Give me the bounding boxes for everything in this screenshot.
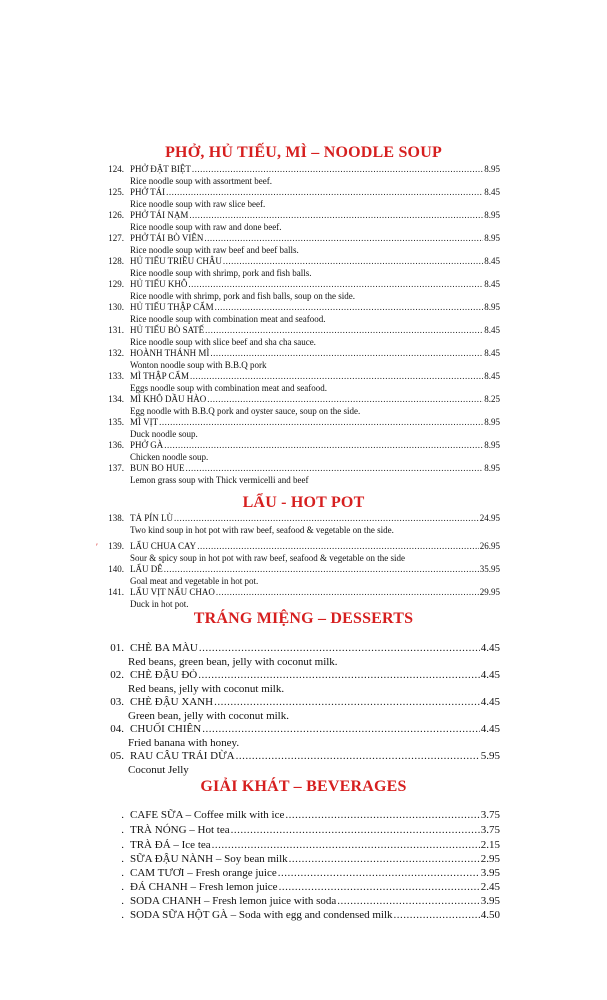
menu-item — [104, 279, 500, 289]
dot-leader — [204, 233, 483, 243]
item-name: SỮA ĐẬU NÀNH – Soy bean milk — [130, 853, 288, 865]
dot-leader — [199, 642, 480, 654]
item-name: TRÀ NÓNG – Hot tea — [130, 824, 230, 836]
item-description: Eggs noodle soup with combination meat and seafood. — [130, 383, 327, 393]
dot-leader — [189, 210, 483, 220]
item-bullet: . — [121, 895, 124, 907]
item-name: SODA SỮA HỘT GÀ – Soda with egg and condensed milk — [130, 909, 393, 921]
item-price: 4.45 — [480, 642, 500, 654]
item-price: 3.75 — [480, 809, 500, 821]
item-bullet: . — [121, 853, 124, 865]
item-name: MÌ VỊT — [130, 417, 159, 427]
menu-item — [104, 394, 500, 404]
dot-leader — [285, 809, 479, 821]
item-price: 8.45 — [484, 187, 500, 197]
dot-leader — [190, 371, 483, 381]
dot-leader — [279, 881, 480, 893]
menu-item — [104, 839, 500, 851]
menu-item — [104, 463, 500, 473]
item-price: 8.95 — [484, 463, 500, 473]
dot-leader — [188, 279, 483, 289]
menu-item — [104, 881, 500, 893]
menu-item — [104, 824, 500, 836]
menu-item — [104, 440, 500, 450]
item-description: Rice noodle soup with raw and done beef. — [130, 222, 282, 232]
menu-item — [104, 587, 500, 597]
section-title-beverages: GIẢI KHÁT – BEVERAGES — [200, 778, 407, 795]
item-name: SODA CHANH – Fresh lemon juice with soda — [130, 895, 337, 907]
menu-item — [104, 809, 500, 821]
item-price: 2.45 — [480, 881, 500, 893]
item-number: 133. — [108, 371, 124, 381]
item-description: Rice noodle soup with raw beef and beef balls. — [130, 245, 299, 255]
item-description: Duck in hot pot. — [130, 599, 189, 609]
item-name: CHÈ ĐẬU XANH — [130, 696, 214, 708]
menu-item — [104, 642, 500, 654]
item-description: Duck noodle soup. — [130, 429, 198, 439]
dot-leader — [202, 723, 480, 735]
item-price: 8.95 — [484, 210, 500, 220]
menu-item — [104, 696, 500, 708]
dot-leader — [289, 853, 480, 865]
item-number: 140. — [108, 564, 124, 574]
dot-leader — [186, 463, 484, 473]
item-name: LẨU VỊT NẤU CHAO — [130, 587, 215, 597]
item-description: Rice noodle soup with slice beef and sha cha sauce. — [130, 337, 316, 347]
item-number: 141. — [108, 587, 124, 597]
item-price: 4.45 — [480, 696, 500, 708]
item-price: 3.75 — [480, 824, 500, 836]
menu-item — [104, 325, 500, 335]
dot-leader — [197, 541, 479, 551]
item-description: Lemon grass soup with Thick vermicelli and beef — [130, 475, 309, 485]
menu-item — [104, 233, 500, 243]
item-price: 2.15 — [480, 839, 500, 851]
item-price: 8.45 — [484, 325, 500, 335]
item-name: CHUỐI CHIÊN — [130, 723, 202, 735]
item-price: 26.95 — [479, 541, 500, 551]
dot-leader — [207, 394, 483, 404]
dot-leader — [337, 895, 480, 907]
dot-leader — [205, 325, 483, 335]
dot-leader — [394, 909, 480, 921]
item-number: 134. — [108, 394, 124, 404]
item-description: Red beans, green bean, jelly with coconut milk. — [128, 656, 338, 668]
dot-leader — [223, 256, 483, 266]
item-name: CHÈ ĐẬU ĐỎ — [130, 669, 198, 681]
menu-item — [104, 256, 500, 266]
item-price: 4.45 — [480, 669, 500, 681]
menu-item — [104, 669, 500, 681]
item-description: Rice noodle soup with shrimp, pork and fish balls. — [130, 268, 312, 278]
dot-leader — [174, 513, 479, 523]
item-name: MÌ KHÔ DẦU HÀO — [130, 394, 207, 404]
dot-leader — [214, 696, 480, 708]
item-description: Goal meat and vegetable in hot pot. — [130, 576, 259, 586]
item-description: Sour & spicy soup in hot pot with raw beef, seafood & vegetable on the side — [130, 553, 405, 563]
item-number: 124. — [108, 164, 124, 174]
item-name: TẢ PÍN LÙ — [130, 513, 173, 523]
item-number: 139. — [108, 541, 124, 551]
item-price: 8.95 — [484, 302, 500, 312]
item-name: CAM TƯƠI – Fresh orange juice — [130, 867, 277, 879]
item-number: 03. — [110, 696, 124, 708]
item-description: Green bean, jelly with coconut milk. — [128, 710, 289, 722]
dot-leader — [192, 164, 483, 174]
item-number: 01. — [110, 642, 124, 654]
item-number: 127. — [108, 233, 124, 243]
item-price: 8.45 — [484, 348, 500, 358]
menu-item — [104, 853, 500, 865]
menu-item — [104, 564, 500, 574]
item-price: 29.95 — [479, 587, 500, 597]
item-description: Coconut Jelly — [128, 764, 189, 776]
item-description: Wonton noodle soup with B.B.Q pork — [130, 360, 267, 370]
item-bullet: . — [121, 839, 124, 851]
item-description: Two kind soup in hot pot with raw beef, seafood & vegetable on the side. — [130, 525, 394, 535]
dot-leader — [159, 417, 483, 427]
dot-leader — [216, 587, 479, 597]
dot-leader — [166, 187, 483, 197]
item-bullet: . — [121, 824, 124, 836]
menu-item — [104, 750, 500, 762]
item-price: 4.45 — [480, 723, 500, 735]
item-description: Fried banana with honey. — [128, 737, 240, 749]
dot-leader — [215, 302, 484, 312]
item-name: HỦ TIẾU THẬP CẨM — [130, 302, 214, 312]
item-name: CHÈ BA MÀU — [130, 642, 198, 654]
menu-item — [104, 895, 500, 907]
item-number: 131. — [108, 325, 124, 335]
item-name: LẨU CHUA CAY — [130, 541, 197, 551]
item-bullet: . — [121, 809, 124, 821]
item-number: 04. — [110, 723, 124, 735]
hand-mark: ′ — [96, 542, 98, 552]
item-price: 3.95 — [480, 867, 500, 879]
item-name: HỦ TIẾU BÒ SATẾ — [130, 325, 205, 335]
item-price: 8.45 — [484, 279, 500, 289]
item-price: 5.95 — [480, 750, 500, 762]
menu-item — [104, 867, 500, 879]
menu-item — [104, 417, 500, 427]
item-price: 8.95 — [484, 417, 500, 427]
item-price: 3.95 — [480, 895, 500, 907]
item-number: 05. — [110, 750, 124, 762]
item-bullet: . — [121, 867, 124, 879]
item-description: Rice noodle with shrimp, pork and fish balls, soup on the side. — [130, 291, 355, 301]
section-title-desserts: TRÁNG MIỆNG – DESSERTS — [193, 610, 414, 627]
menu-item — [104, 187, 500, 197]
item-description: Rice noodle soup with combination meat and seafood. — [130, 314, 326, 324]
item-name: PHỞ TÁI BÒ VIÊN — [130, 233, 204, 243]
dot-leader — [231, 824, 480, 836]
item-number: 128. — [108, 256, 124, 266]
item-description: Red beans, jelly with coconut milk. — [128, 683, 285, 695]
item-number: 129. — [108, 279, 124, 289]
item-name: TRÀ ĐÁ – Ice tea — [130, 839, 211, 851]
item-name: ĐÁ CHANH – Fresh lemon juice — [130, 881, 278, 893]
item-number: 02. — [110, 669, 124, 681]
item-description: Rice noodle soup with raw slice beef. — [130, 199, 266, 209]
item-number: 132. — [108, 348, 124, 358]
item-name: MÌ THẬP CẨM — [130, 371, 190, 381]
item-name: PHỞ TÁI NẠM — [130, 210, 189, 220]
item-name: HOÀNH THÁNH MÌ — [130, 348, 210, 358]
dot-leader — [198, 669, 480, 681]
item-price: 8.95 — [484, 440, 500, 450]
item-price: 8.95 — [484, 164, 500, 174]
menu-item — [104, 541, 500, 551]
item-name: RAU CÂU TRÁI DỪA — [130, 750, 235, 762]
item-number: 137. — [108, 463, 124, 473]
item-name: HỦ TIẾU TRIỀU CHÂU — [130, 256, 222, 266]
item-name: CAFE SỮA – Coffee milk with ice — [130, 809, 285, 821]
item-price: 8.95 — [484, 233, 500, 243]
item-bullet: . — [121, 881, 124, 893]
menu-item — [104, 210, 500, 220]
item-number: 126. — [108, 210, 124, 220]
item-name: PHỞ GÀ — [130, 440, 164, 450]
item-name: HỦ TIẾU KHÔ — [130, 279, 188, 289]
section-title-noodle: PHỞ, HỦ TIẾU, MÌ – NOODLE SOUP — [165, 144, 442, 161]
item-name: LẨU DÊ — [130, 564, 163, 574]
item-description: Egg noodle with B.B.Q pork and oyster sauce, soup on the side. — [130, 406, 361, 416]
item-price: 8.25 — [484, 394, 500, 404]
dot-leader — [210, 348, 483, 358]
menu-item — [104, 723, 500, 735]
item-name: PHỞ TÁI — [130, 187, 166, 197]
item-description: Chicken noodle soup. — [130, 452, 209, 462]
item-number: 136. — [108, 440, 124, 450]
item-bullet: . — [121, 909, 124, 921]
menu-item — [104, 302, 500, 312]
menu-item — [104, 909, 500, 921]
item-name: PHỞ ĐẶT BIỆT — [130, 164, 191, 174]
dot-leader — [164, 564, 479, 574]
dot-leader — [164, 440, 483, 450]
dot-leader — [212, 839, 480, 851]
item-name: BUN BO HUE — [130, 463, 185, 473]
menu-item — [104, 348, 500, 358]
dot-leader — [278, 867, 480, 879]
item-number: 125. — [108, 187, 124, 197]
item-number: 138. — [108, 513, 124, 523]
item-description: Rice noodle soup with assortment beef. — [130, 176, 272, 186]
item-number: 135. — [108, 417, 124, 427]
item-price: 4.50 — [480, 909, 500, 921]
item-number: 130. — [108, 302, 124, 312]
menu-item — [104, 513, 500, 523]
menu-item — [104, 164, 500, 174]
item-price: 24.95 — [479, 513, 500, 523]
dot-leader — [236, 750, 480, 762]
item-price: 2.95 — [480, 853, 500, 865]
section-title-hotpot: LẨU - HOT POT — [242, 494, 365, 511]
menu-item — [104, 371, 500, 381]
item-price: 35.95 — [479, 564, 500, 574]
item-price: 8.45 — [484, 371, 500, 381]
item-price: 8.45 — [484, 256, 500, 266]
